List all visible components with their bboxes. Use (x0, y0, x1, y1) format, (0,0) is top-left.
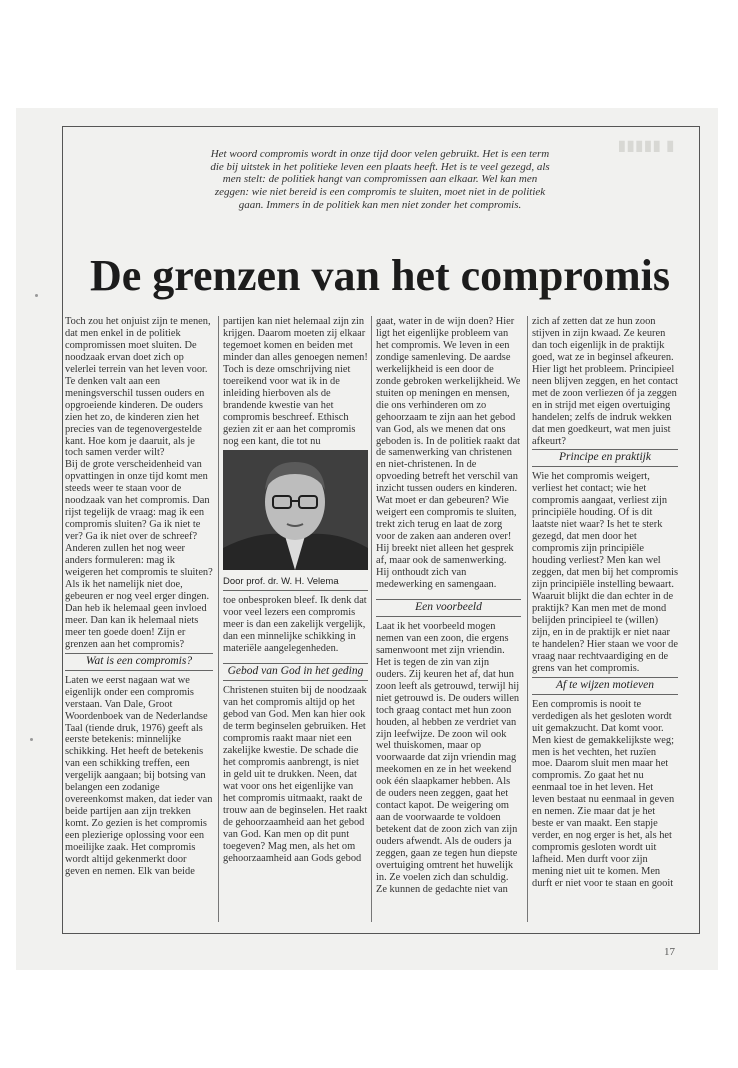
scan-mark (35, 294, 38, 297)
subheading-principe: Principe en praktijk (532, 449, 678, 467)
paragraph: partijen kan niet helemaal zijn zin krijgen. Daarom moeten zij elkaar tegemoet komen en beiden met minder dan alles genoegen nemen! (223, 316, 368, 363)
paragraph: Toch zou het onjuist zijn te menen, dat men enkel in de politiek compromissen moet sluiten. De noodzaak ervan doet zich op velerlei terrein van het leven voor. Te denken valt aan een meningsverschil tussen ouders en opgroeiende kinderen. De ouders zien het zo, de kinderen zien het precies van de tegenovergestelde kant. Hoe kom je daaruit, als je toch samen verder wilt? (65, 316, 211, 459)
author-photo (223, 450, 368, 570)
paragraph: toe onbesproken bleef. Ik denk dat voor veel lezers een compromis meer is dan een zakelijk vergelijk, dan een minnelijke schikking in materiële aangelegenheden. (223, 595, 367, 655)
paragraph: Laat ik het voorbeeld mogen nemen van een zoon, die ergens samenwoont met zijn vriendin. Het is tegen de zin van zijn ouders. Zij keuren het af, dat hun zoon leeft als getrouwd, terwijl hij niet getrouwd is. De ouders willen toch graag contact met hun zoon houden, al hebben ze verdriet van zijn leefwijze. De zoon wil ook wel thuiskomen, maar op voorwaarde dat zijn vriendin mag meekomen en ze in het weekend ook één slaapkamer hebben. Als de ouders neen zeggen, gaat het contact kapot. De weigering om aan de voorwaarde te voldoen betekent dat de zoon zich van zijn ouders afwendt. Als de ouders ja zeggen, gaan ze tegen hun diepste overtuiging omtrent het huwelijk in. Ze voelen zich dan schuldig. Ze kunnen de gedachte niet van (376, 620, 520, 895)
column-rule (218, 316, 219, 922)
paragraph: Christenen stuiten bij de noodzaak van het compromis altijd op het gebod van God. Men kan hier ook de term beginselen gebruiken. Het compromis raakt maar niet een zakelijke kwestie. De schade die het compromis aanbrengt, is niet in geld uit te drukken. Neen, dat wat voor ons het eigenlijke van het compromis uitmaakt, raakt de trouw aan de beginselen. Het raakt de gehoorzaamheid aan het gebod van God. Kan men op dit punt toegeven? Mag men, als het om gehoorzaamheid aan Gods gebod (223, 685, 368, 864)
column-rule (527, 316, 528, 922)
subheading-wat-is: Wat is een compromis? (65, 653, 213, 671)
subheading-afte: Af te wijzen motieven (532, 677, 678, 695)
column-rule (371, 316, 372, 922)
column-1 (65, 316, 213, 924)
subheading-voorbeeld: Een voorbeeld (376, 599, 521, 617)
scan-mark (30, 738, 33, 741)
column-2 (223, 316, 368, 924)
column-3 (376, 316, 521, 924)
column-4 (532, 316, 678, 924)
paragraph: Laten we eerst nagaan wat we eigenlijk onder een compromis verstaan. Van Dale, Groot Woordenboek van de Nederlandse Taal (tiende druk, 1976) geeft als eerste betekenis: minnelijke schikking. Het heeft de betekenis van een schikking treffen, een vergelijk aangaan; bij botsing van belangen een zodanige overeenkomst maken, dat ieder van beide partijen aan zijn trekken komt. Zo gezien is het compromis een plezierige oplossing voor een moeilijke zaak. Het compromis wordt altijd gekenmerkt door geven en nemen. Elk van beide (65, 674, 213, 877)
bleed-through-text: ▮▮▮▮▮ ▮ (618, 137, 676, 153)
photo-caption: Door prof. dr. W. H. Velema (223, 575, 368, 591)
subheading-gebod: Gebod van God in het geding (223, 663, 368, 681)
paragraph: Bij de grote verscheidenheid van opvattingen in onze tijd komt men steeds weer te staan voor de noodzaak van het compromis. Dan rijst tegelijk de vraag: mag ik een compromis sluiten? Ga ik niet te ver? Ga ik niet over de schreef? Anderen zullen het nog weer anders formuleren: mag ik weigeren het compromis te sluiten? Als ik het namelijk niet doe, gebeuren er nog veel erger dingen. Dan heb ik helemaal geen invloed meer. Dan kan ik helemaal niets meer ten goede doen! Zijn er grenzen aan het compromis? (65, 459, 213, 650)
paragraph: gaat, water in de wijn doen? Hier ligt het eigenlijke probleem van het compromis. We leven in een zondige samenleving. De aardse werkelijkheid is een door de zonde gebroken werkelijkheid. We stuiten op meningen en mensen, die ons verhinderen om zo gehoorzaam te zijn aan het gebod van God, als we menen dat ons geboden is. In de politiek raakt dat de samenwerking van christenen en niet-christenen. In de opvoeding betreft het verschil van inzicht tussen ouders en kinderen. Wat moet er dan gebeuren? Wie weigert een compromis te sluiten, trekt zich terug en laat de zorg voor de zaken aan anderen over! Hij breekt niet alleen het gesprek af, maar ook de samenwerking. Hij onthoudt zich van medewerking en samengaan. (376, 316, 521, 590)
paragraph: zich af zetten dat ze hun zoon stijven in zijn kwaad. Ze keuren dan toch eigenlijk in de praktijk goed, wat ze in beginsel afkeuren. Hier ligt het probleem. Principieel neen blijven zeggen, en het contact met de zoon verliezen óf ja zeggen en in strijd met eigen overtuiging handelen; zelfs de indruk wekken dat men goedkeurt, wat men juist afkeurt? (532, 316, 678, 447)
page-number: 17 (664, 946, 675, 958)
article-title: De grenzen van het compromis (89, 251, 671, 300)
paragraph: Een compromis is nooit te verdedigen als het gesloten wordt uit gemakzucht. Dat komt voor. Men kiest de gemakkelijkste weg; men is het vechten, het ruzïen moe. Daarom sluit men maar het compromis. Zo gaat het nu eenmaal toe in het leven. Het leven bestaat nu eenmaal in geven en nemen. Zie maar dat je het beste er van maakt. Een stapje verder, en nog erger is het, als het compromis gesloten wordt uit lafheid. Men durft voor zijn mening niet uit te komen. Men durft er niet voor te staan en gooit (532, 698, 675, 889)
intro-paragraph: Het woord compromis wordt in onze tijd door velen gebruikt. Het is een term die bij uitstek in het politieke leven een plaats heeft. Het is te veel gezegd, als men stelt: de politiek hangt van compromissen aan elkaar. Wel kan men zeggen: wie niet bereid is een compromis te sluiten, moet niet in de politiek gaan. Immers in de politiek kan men niet zonder het compromis. (210, 148, 550, 211)
paragraph: Wie het compromis weigert, verliest het contact; wie het compromis aangaat, verliest zijn principiële houding. Of is dit laatste niet waar? Is het te sterk gezegd, dat men door het compromis zijn principiële houding verliest? Men kan wel zeggen, dat men bij het compromis zijn principiële instelling bewaart. Waaruit blijkt die dan echter in de praktijk? Kan men met de mond belijden principieel te (willen) zijn, en in de praktijk er niet naar te handelen? Hier staan we voor de vraag naar rechtvaardiging en de grens van het compromis. (532, 471, 678, 674)
paragraph: Toch is deze omschrijving niet toereikend voor wat ik in de inleiding hierboven als de brandende kwestie van het compromis beschreef. Ethisch gezien zit er aan het compromis nog een kant, die tot nu (223, 363, 356, 447)
